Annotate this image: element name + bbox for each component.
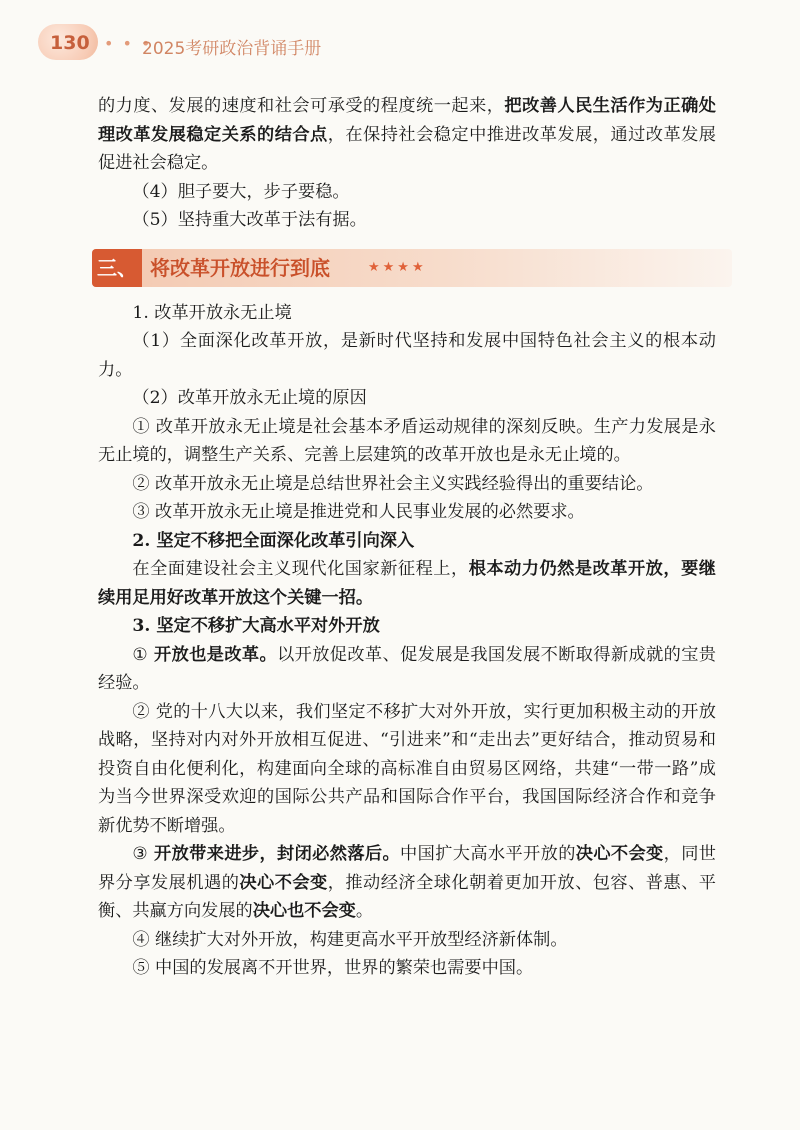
page-header bbox=[0, 0, 800, 80]
book-title: 2025考研政治背诵手册 bbox=[142, 39, 322, 59]
paragraph-3-3-bold: 决心也不会变 bbox=[252, 901, 356, 921]
paragraph-1-2-c: ③ 改革开放永无止境是推进党和人民事业发展的必然要求。 bbox=[132, 502, 585, 522]
subheading-2: 2. 坚定不移把全面深化改革引向深入 bbox=[132, 530, 415, 551]
paragraph-1-1: （1）全面深化改革开放，是新时代坚持和发展中国特色社会主义的根本动力。 bbox=[98, 331, 716, 380]
paragraph-2-bold: 根本动力仍然是改革开放，要继续用足用好改革开放这个关键一招。 bbox=[98, 559, 716, 608]
paragraph-3-5: ⑤ 中国的发展离不开世界，世界的繁荣也需要中国。 bbox=[132, 958, 534, 978]
paragraph-3-3 bbox=[98, 840, 716, 926]
paragraph-1-2-a: ① 改革开放永无止境是社会基本矛盾运动规律的深刻反映。生产力发展是永无止境的，调整生产关系、完善上层建筑的改革开放也是永无止境的。 bbox=[98, 416, 716, 465]
intro-paragraph bbox=[98, 92, 716, 178]
page-content bbox=[98, 92, 716, 983]
section-title: 将改革开放进行到底 bbox=[150, 255, 330, 280]
paragraph-3-1-text: 以开放促改革、促发展是我国发展不断取得新成就的宝贵经验。 bbox=[98, 644, 716, 693]
paragraph-3-1-bold: 开放也是改革。 bbox=[154, 644, 278, 665]
paragraph-3-3-text: 。 bbox=[355, 901, 374, 921]
paragraph-3-2: ② 党的十八大以来，我们坚定不移扩大对外开放，实行更加积极主动的开放战略，坚持对内对外开放相互促进、“引进来”和“走出去”更好结合，推动贸易和投资自由化便利化，构建面向全球的高标准自由贸易区网络，共建“一带一路”成为当今世界深受欢迎的国际公共产品和国际合作平台，我国国际经济合作和竞争新优势不断增强。 bbox=[98, 701, 716, 836]
list-item-5: （5）坚持重大改革于法有据。 bbox=[132, 210, 367, 230]
subheading-3: 3. 坚定不移扩大高水平对外开放 bbox=[132, 616, 380, 636]
paragraph-1-2: （2）改革开放永无止境的原因 bbox=[132, 388, 367, 408]
paragraph-3-3-bold: 决心不会变 bbox=[239, 872, 328, 893]
paragraph-1-2-b: ② 改革开放永无止境是总结世界社会主义实践经验得出的重要结论。 bbox=[132, 473, 654, 494]
intro-text: 的力度、发展的速度和社会可承受的程度统一起来， bbox=[98, 96, 505, 116]
paragraph-3-3-bold: 开放带来进步，封闭必然落后。 bbox=[154, 844, 401, 864]
list-item-4: （4）胆子要大，步子要稳。 bbox=[132, 181, 350, 202]
paragraph-3-4: ④ 继续扩大对外开放，构建更高水平开放型经济新体制。 bbox=[132, 929, 568, 950]
page-number: 130 bbox=[50, 32, 90, 54]
paragraph-2-text: 在全面建设社会主义现代化国家新征程上， bbox=[132, 559, 469, 579]
paragraph-3-3-text: 中国扩大高水平开放的 bbox=[400, 844, 576, 864]
num-marker: ① bbox=[132, 644, 155, 665]
intro-text-end: ，在保持社会稳定中推进改革发展，通过改革发展促进社会稳定。 bbox=[98, 124, 716, 173]
paragraph-3-1 bbox=[98, 641, 716, 698]
header-dots: • • • bbox=[104, 34, 153, 53]
intro-bold: 把改善人民生活作为正确处理改革发展稳定关系的结合点 bbox=[98, 96, 716, 145]
subheading-1: 1. 改革开放永无止境 bbox=[132, 302, 292, 323]
num-marker: ③ bbox=[132, 844, 155, 864]
paragraph-3-3-bold: 决心不会变 bbox=[575, 844, 664, 864]
section-number: 三、 bbox=[92, 249, 142, 287]
importance-stars: ★★★★ bbox=[368, 259, 427, 275]
paragraph-3-3-text: ，同世界分享发展机遇的 bbox=[98, 844, 716, 893]
paragraph-2 bbox=[98, 555, 716, 612]
paragraph-3-3-text: ，推动经济全球化朝着更加开放、包容、普惠、平衡、共赢方向发展的 bbox=[98, 872, 716, 921]
section-heading-bar bbox=[92, 249, 732, 287]
